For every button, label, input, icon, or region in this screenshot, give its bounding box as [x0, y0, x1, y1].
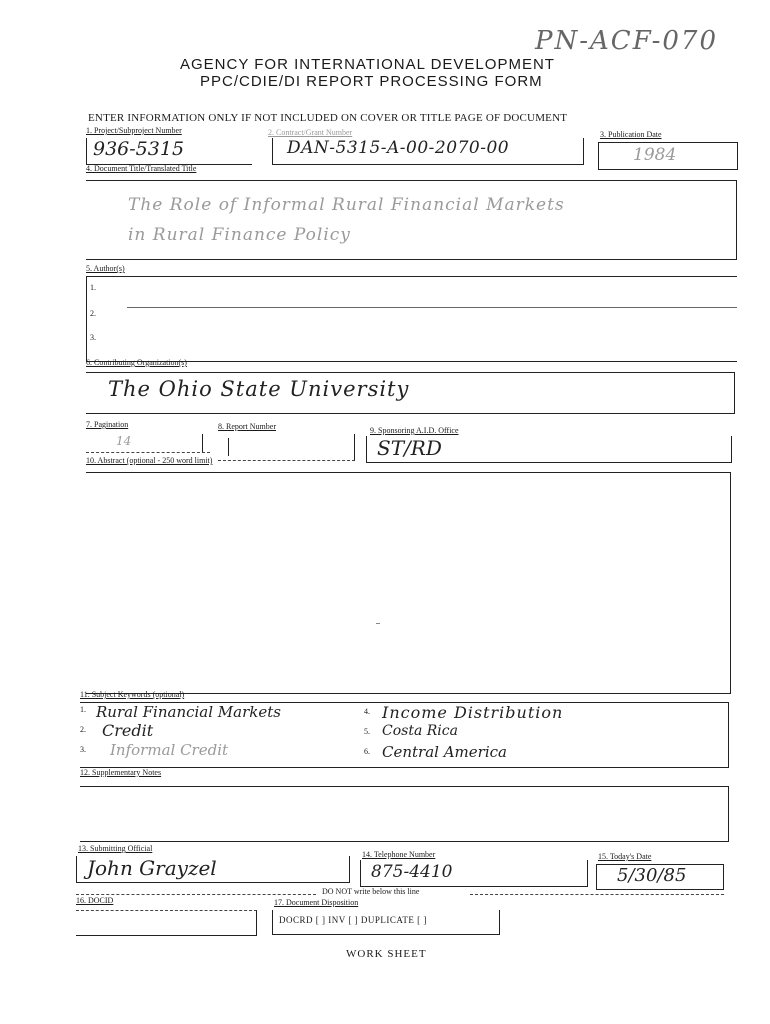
authors-field[interactable] [86, 276, 737, 362]
keyword-1-number: 1. [80, 705, 86, 714]
telephone-field[interactable] [360, 860, 588, 887]
abstract-label: 10. Abstract (optional - 250 word limit) [86, 456, 213, 465]
authors-label: 5. Author(s) [86, 264, 125, 273]
keyword-5-value: Costa Rica [382, 723, 458, 739]
form-instruction: ENTER INFORMATION ONLY IF NOT INCLUDED ON COVER OR TITLE PAGE OF DOCUMENT [88, 112, 568, 124]
submitting-official-value: John Grayzel [87, 856, 217, 880]
keyword-1-value: Rural Financial Markets [96, 703, 281, 721]
pagination-field[interactable] [86, 432, 210, 453]
supplementary-notes-label: 12. Supplementary Notes [80, 768, 162, 777]
report-number-field[interactable] [218, 434, 355, 461]
todays-date-label: 15. Today's Date [598, 852, 652, 861]
report-number-label: 8. Report Number [218, 422, 276, 431]
project-number-label: 1. Project/Subproject Number [86, 126, 182, 135]
sponsoring-office-field[interactable] [366, 436, 732, 463]
document-title-label: 4. Document Title/Translated Title [86, 164, 197, 173]
keywords-label: 11. Subject Keywords (optional) [80, 690, 185, 699]
contract-number-value: DAN-5315-A-00-2070-00 [287, 138, 510, 158]
keyword-3-number: 3. [80, 745, 86, 754]
keyword-4-value: Income Distribution [382, 703, 564, 722]
todays-date-field[interactable] [596, 864, 724, 890]
publication-date-value: 1984 [633, 145, 677, 165]
sponsoring-office-label: 9. Sponsoring A.I.D. Office [370, 426, 459, 435]
submitting-official-label: 13. Submitting Official [78, 844, 153, 853]
telephone-label: 14. Telephone Number [362, 850, 436, 859]
publication-date-field[interactable] [598, 142, 738, 170]
disposition-label: 17. Document Disposition [274, 898, 359, 907]
pagination-value: 14 [116, 434, 132, 448]
do-not-write-notice: DO NOT write below this line [322, 887, 420, 896]
supplementary-notes-field[interactable] [80, 786, 729, 842]
project-number-field[interactable] [86, 138, 252, 165]
docid-field[interactable] [76, 910, 257, 936]
agency-title: AGENCY FOR INTERNATIONAL DEVELOPMENT [180, 56, 555, 73]
document-title-field[interactable] [86, 180, 737, 260]
contributing-org-label: 6. Contributing Organization(s) [86, 358, 187, 367]
publication-date-label: 3. Publication Date [600, 130, 662, 139]
keywords-field[interactable] [80, 702, 729, 768]
todays-date-value: 5/30/85 [617, 865, 687, 886]
author-number-1: 1. [90, 283, 96, 292]
keyword-4-number: 4. [364, 707, 370, 716]
keyword-2-number: 2. [80, 725, 86, 734]
contributing-org-field[interactable] [86, 372, 735, 414]
telephone-value: 875-4410 [371, 862, 453, 882]
sponsoring-office-value: ST/RD [377, 436, 442, 460]
pagination-label: 7. Pagination [86, 420, 129, 429]
keyword-2-value: Credit [102, 721, 154, 740]
keyword-5-number: 5. [364, 727, 370, 736]
abstract-field[interactable] [86, 472, 731, 694]
contributing-org-value: The Ohio State University [108, 377, 410, 401]
form-title: PPC/CDIE/DI REPORT PROCESSING FORM [200, 73, 543, 90]
author-number-3: 3. [90, 333, 96, 342]
submitting-official-field[interactable] [76, 856, 350, 883]
docid-label: 16. DOCID [76, 896, 114, 905]
work-sheet-footer: WORK SHEET [346, 948, 427, 960]
disposition-field[interactable] [272, 910, 500, 935]
contract-number-label: 2. Contract/Grant Number [268, 128, 353, 137]
contract-number-field[interactable] [272, 138, 584, 165]
corner-document-code: PN-ACF-070 [535, 26, 718, 56]
keyword-3-value: Informal Credit [110, 741, 229, 759]
keyword-6-number: 6. [364, 747, 370, 756]
disposition-options: DOCRD [ ] INV [ ] DUPLICATE [ ] [279, 915, 427, 925]
keyword-6-value: Central America [382, 743, 507, 761]
project-number-value: 936-5315 [93, 138, 185, 160]
document-title-line-1: The Role of Informal Rural Financial Markets [128, 195, 565, 215]
document-title-line-2: in Rural Finance Policy [128, 225, 351, 245]
author-number-2: 2. [90, 309, 96, 318]
